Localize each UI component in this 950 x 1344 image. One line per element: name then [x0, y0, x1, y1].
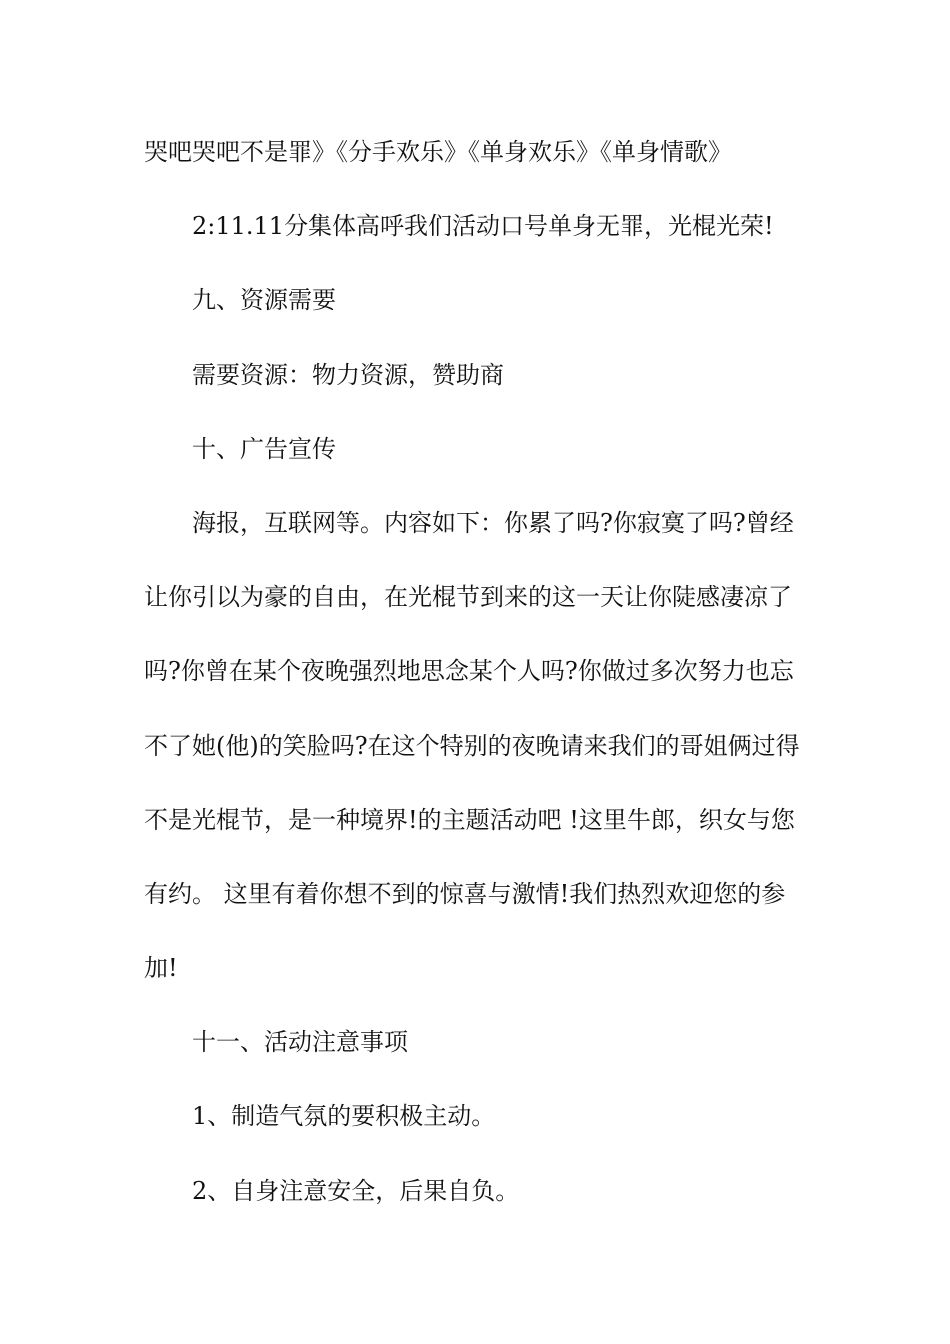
precaution-item-2: 2、自身注意安全，后果自负。 [192, 1176, 520, 1205]
advertising-paragraph-line: 海报，互联网等。内容如下：你累了吗?你寂寞了吗?曾经 [192, 508, 794, 537]
document-body [144, 134, 809, 1247]
song-list-continuation: 哭吧哭吧不是罪》《分手欢乐》《单身欢乐》《单身情歌》 [144, 138, 732, 166]
section-heading-precautions: 十一、活动注意事项 [192, 1028, 408, 1057]
resources-paragraph: 需要资源：物力资源，赞助商 [192, 360, 504, 389]
precaution-item-1: 1、制造气氛的要积极主动。 [192, 1102, 496, 1131]
advertising-paragraph-line: 不了她(他)的笑脸吗?在这个特别的夜晚请来我们的哥姐俩过得 [144, 731, 800, 760]
slogan-paragraph: 2:11.11分集体高呼我们活动口号单身无罪，光棍光荣! [192, 212, 774, 241]
advertising-paragraph-line: 让你引以为豪的自由，在光棍节到来的这一天让你陡感凄凉了 [144, 583, 792, 612]
section-heading-advertising: 十、广告宣传 [192, 434, 336, 463]
advertising-paragraph-line: 有约。 这里有着你想不到的惊喜与激情!我们热烈欢迎您的参 [144, 879, 786, 908]
advertising-paragraph-line: 不是光棍节，是一种境界!的主题活动吧 !这里牛郎，织女与您 [144, 805, 795, 834]
advertising-paragraph-line: 吗?你曾在某个夜晚强烈地思念某个人吗?你做过多次努力也忘 [144, 657, 794, 686]
advertising-paragraph-line: 加! [144, 954, 178, 983]
section-heading-resources: 九、资源需要 [192, 286, 336, 315]
